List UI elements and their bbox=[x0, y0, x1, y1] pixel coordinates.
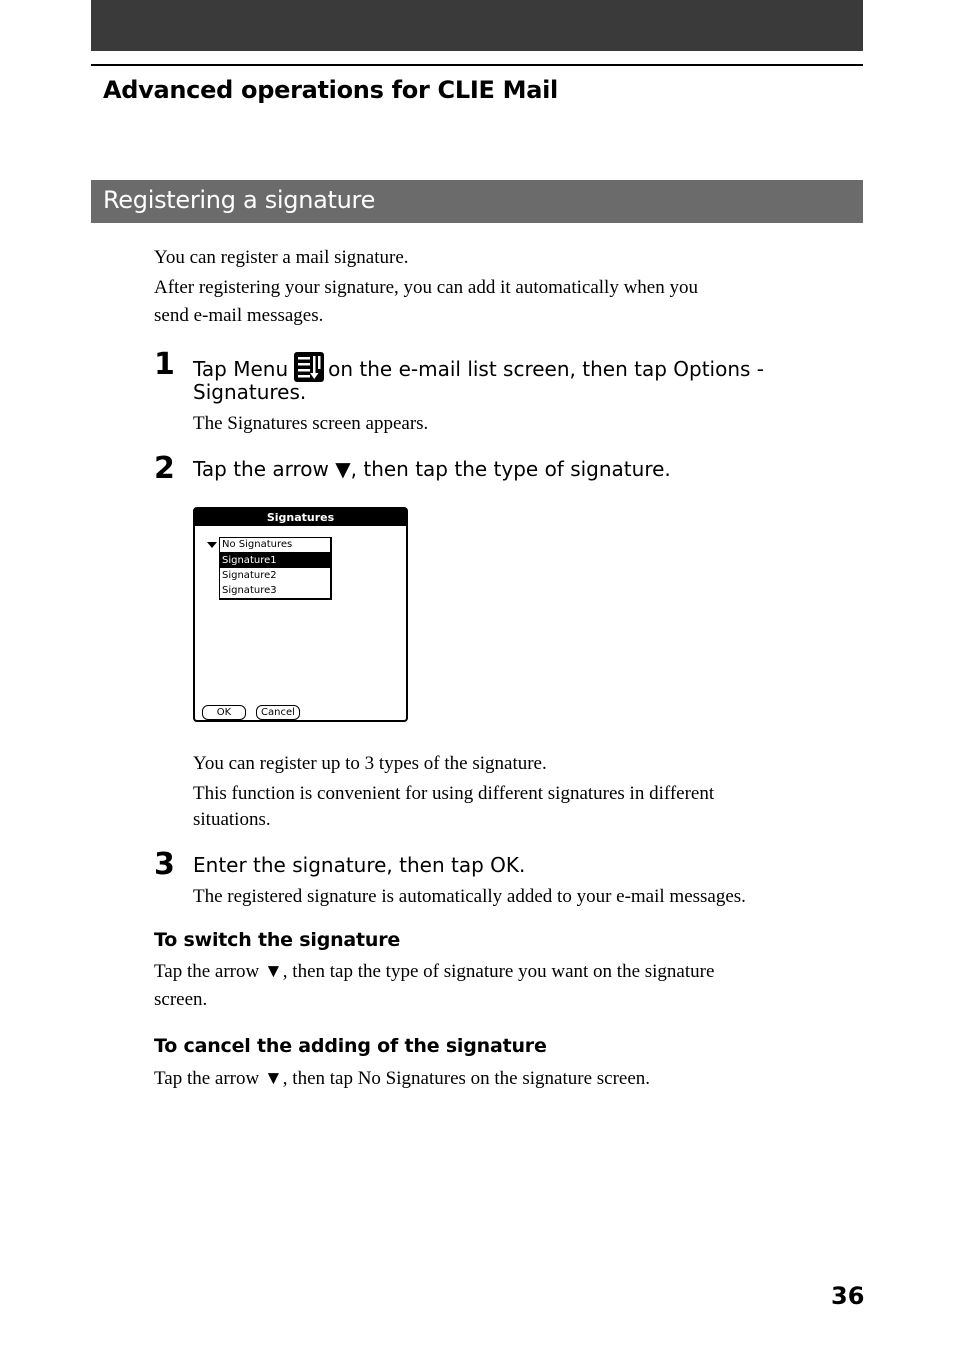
step-2-note-line-1: You can register up to 3 types of the signature. bbox=[193, 753, 547, 774]
intro-line-2: After registering your signature, you can add it automatically when you bbox=[154, 277, 698, 298]
list-item-signature2[interactable]: Signature2 bbox=[222, 570, 277, 581]
step-1-text-after: on the e-mail list screen, then tap Options - bbox=[328, 357, 764, 381]
page-number: 36 bbox=[831, 1282, 865, 1310]
switch-signature-line-2: screen. bbox=[154, 989, 208, 1010]
menu-icon bbox=[294, 352, 324, 382]
step-2-note-line-2: This function is convenient for using different signatures in different bbox=[193, 783, 715, 804]
step-1-text-before: Tap Menu bbox=[193, 357, 289, 381]
step-3-number: 3 bbox=[154, 847, 175, 882]
step-1-text-line2: Signatures. bbox=[193, 380, 307, 404]
step-2-note-line-3: situations. bbox=[193, 809, 271, 830]
chapter-title: Advanced operations for CLIE Mail bbox=[103, 76, 558, 104]
step-2-number: 2 bbox=[154, 451, 175, 486]
cancel-signature-heading: To cancel the adding of the signature bbox=[154, 1035, 547, 1057]
switch-signature-heading: To switch the signature bbox=[154, 929, 401, 951]
intro-line-1: You can register a mail signature. bbox=[154, 247, 409, 268]
step-1-number: 1 bbox=[154, 347, 175, 382]
screen-title: Signatures bbox=[195, 509, 406, 526]
dropdown-arrow-icon[interactable] bbox=[207, 542, 217, 548]
step-1-note: The Signatures screen appears. bbox=[193, 413, 429, 434]
step-2-text: Tap the arrow ▼, then tap the type of signature. bbox=[193, 457, 671, 481]
cancel-button[interactable]: Cancel bbox=[256, 705, 300, 720]
list-item-signature1[interactable]: Signature1 bbox=[220, 553, 330, 568]
switch-signature-line-1: Tap the arrow ▼, then tap the type of signature you want on the signature bbox=[154, 961, 715, 982]
step-3-note: The registered signature is automatically added to your e-mail messages. bbox=[193, 886, 746, 907]
cancel-signature-line-1: Tap the arrow ▼, then tap No Signatures on the signature screen. bbox=[154, 1068, 651, 1089]
header-rule bbox=[91, 64, 863, 66]
signature-list bbox=[219, 537, 332, 600]
section-title: Registering a signature bbox=[103, 186, 376, 214]
step-3-text: Enter the signature, then tap OK. bbox=[193, 853, 526, 877]
list-item-no-signatures[interactable]: No Signatures bbox=[220, 538, 330, 553]
list-item-signature3[interactable]: Signature3 bbox=[222, 585, 277, 596]
top-bar bbox=[91, 0, 863, 51]
intro-line-3: send e-mail messages. bbox=[154, 305, 324, 326]
ok-button[interactable]: OK bbox=[202, 705, 246, 720]
signatures-screen bbox=[193, 507, 408, 722]
